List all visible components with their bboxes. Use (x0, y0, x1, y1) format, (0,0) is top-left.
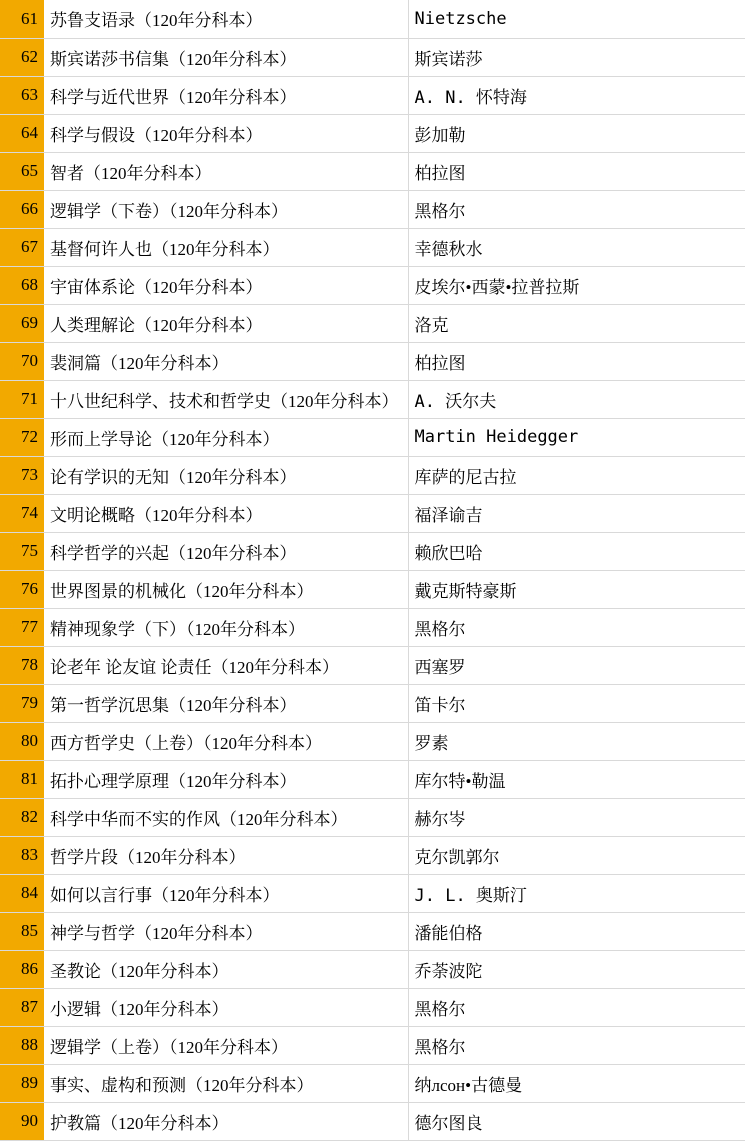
book-author: 幸德秋水 (408, 228, 745, 266)
row-index: 61 (0, 0, 44, 38)
row-index: 89 (0, 1064, 44, 1102)
row-index: 66 (0, 190, 44, 228)
table-row[interactable] (0, 380, 745, 418)
book-author: Martin Heidegger (408, 418, 745, 456)
row-index: 67 (0, 228, 44, 266)
book-author: 笛卡尔 (408, 684, 745, 722)
book-title: 裴洞篇（120年分科本） (44, 342, 408, 380)
book-author: 库萨的尼古拉 (408, 456, 745, 494)
table-row[interactable] (0, 228, 745, 266)
book-title: 苏鲁支语录（120年分科本） (44, 0, 408, 38)
book-title: 神学与哲学（120年分科本） (44, 912, 408, 950)
book-title: 基督何许人也（120年分科本） (44, 228, 408, 266)
table-row[interactable] (0, 760, 745, 798)
row-index: 85 (0, 912, 44, 950)
book-author: 库尔特•勒温 (408, 760, 745, 798)
table-row[interactable] (0, 950, 745, 988)
row-index: 64 (0, 114, 44, 152)
table-row[interactable] (0, 798, 745, 836)
table-row[interactable] (0, 836, 745, 874)
book-title: 科学与假设（120年分科本） (44, 114, 408, 152)
row-index: 86 (0, 950, 44, 988)
book-author: 斯宾诺莎 (408, 38, 745, 76)
book-author: 彭加勒 (408, 114, 745, 152)
book-title: 哲学片段（120年分科本） (44, 836, 408, 874)
table-row[interactable] (0, 266, 745, 304)
book-author: 克尔凯郭尔 (408, 836, 745, 874)
book-title: 第一哲学沉思集（120年分科本） (44, 684, 408, 722)
row-index: 80 (0, 722, 44, 760)
row-index: 81 (0, 760, 44, 798)
book-author: 柏拉图 (408, 342, 745, 380)
row-index: 84 (0, 874, 44, 912)
row-index: 73 (0, 456, 44, 494)
book-title: 逻辑学（上卷）（120年分科本） (44, 1026, 408, 1064)
book-title: 科学中华而不实的作风（120年分科本） (44, 798, 408, 836)
book-title: 形而上学导论（120年分科本） (44, 418, 408, 456)
table-row[interactable] (0, 1064, 745, 1102)
book-author: 纳лсон•古德曼 (408, 1064, 745, 1102)
row-index: 79 (0, 684, 44, 722)
row-index: 83 (0, 836, 44, 874)
row-index: 82 (0, 798, 44, 836)
table-row[interactable] (0, 608, 745, 646)
row-index: 63 (0, 76, 44, 114)
table-row[interactable] (0, 1026, 745, 1064)
table-row[interactable] (0, 494, 745, 532)
table-row[interactable] (0, 456, 745, 494)
table-row[interactable] (0, 190, 745, 228)
book-author: 潘能伯格 (408, 912, 745, 950)
book-title: 圣教论（120年分科本） (44, 950, 408, 988)
row-index: 70 (0, 342, 44, 380)
book-title: 逻辑学（下卷）（120年分科本） (44, 190, 408, 228)
book-title: 智者（120年分科本） (44, 152, 408, 190)
book-author: 柏拉图 (408, 152, 745, 190)
book-author: 西塞罗 (408, 646, 745, 684)
table-row[interactable] (0, 874, 745, 912)
table-row[interactable] (0, 38, 745, 76)
book-author: J. L. 奥斯汀 (408, 874, 745, 912)
row-index: 65 (0, 152, 44, 190)
book-title: 十八世纪科学、技术和哲学史（120年分科本） (44, 380, 408, 418)
row-index: 78 (0, 646, 44, 684)
book-title: 科学与近代世界（120年分科本） (44, 76, 408, 114)
table-row[interactable] (0, 912, 745, 950)
row-index: 72 (0, 418, 44, 456)
book-title: 宇宙体系论（120年分科本） (44, 266, 408, 304)
row-index: 74 (0, 494, 44, 532)
book-title: 拓扑心理学原理（120年分科本） (44, 760, 408, 798)
row-index: 88 (0, 1026, 44, 1064)
table-row[interactable] (0, 722, 745, 760)
row-index: 90 (0, 1102, 44, 1140)
book-title: 小逻辑（120年分科本） (44, 988, 408, 1026)
table-row[interactable] (0, 0, 745, 38)
book-author: A. N. 怀特海 (408, 76, 745, 114)
table-row[interactable] (0, 418, 745, 456)
book-title: 护教篇（120年分科本） (44, 1102, 408, 1140)
book-author: 黑格尔 (408, 988, 745, 1026)
book-title: 斯宾诺莎书信集（120年分科本） (44, 38, 408, 76)
table-row[interactable] (0, 988, 745, 1026)
book-author: 皮埃尔•西蒙•拉普拉斯 (408, 266, 745, 304)
book-title: 论老年 论友谊 论责任（120年分科本） (44, 646, 408, 684)
row-index: 76 (0, 570, 44, 608)
book-author: 黑格尔 (408, 1026, 745, 1064)
book-author: A. 沃尔夫 (408, 380, 745, 418)
book-author: Nietzsche (408, 0, 745, 38)
table-row[interactable] (0, 532, 745, 570)
row-index: 69 (0, 304, 44, 342)
book-title: 西方哲学史（上卷）（120年分科本） (44, 722, 408, 760)
book-title: 科学哲学的兴起（120年分科本） (44, 532, 408, 570)
book-author: 罗素 (408, 722, 745, 760)
book-author: 戴克斯特豪斯 (408, 570, 745, 608)
book-title: 事实、虚构和预测（120年分科本） (44, 1064, 408, 1102)
book-title: 世界图景的机械化（120年分科本） (44, 570, 408, 608)
row-index: 71 (0, 380, 44, 418)
table-row[interactable] (0, 114, 745, 152)
row-index: 75 (0, 532, 44, 570)
book-title: 论有学识的无知（120年分科本） (44, 456, 408, 494)
book-author: 洛克 (408, 304, 745, 342)
book-author: 赖欣巴哈 (408, 532, 745, 570)
table-row[interactable] (0, 152, 745, 190)
book-title: 精神现象学（下）（120年分科本） (44, 608, 408, 646)
book-author: 黑格尔 (408, 190, 745, 228)
row-index: 62 (0, 38, 44, 76)
book-title: 人类理解论（120年分科本） (44, 304, 408, 342)
book-author: 乔荼波陀 (408, 950, 745, 988)
book-author: 黑格尔 (408, 608, 745, 646)
book-author: 福泽谕吉 (408, 494, 745, 532)
book-author: 赫尔岑 (408, 798, 745, 836)
table-row[interactable] (0, 570, 745, 608)
table-row[interactable] (0, 1102, 745, 1140)
table-row[interactable] (0, 76, 745, 114)
book-title: 如何以言行事（120年分科本） (44, 874, 408, 912)
table-row[interactable] (0, 646, 745, 684)
table-row[interactable] (0, 304, 745, 342)
row-index: 87 (0, 988, 44, 1026)
table-row[interactable] (0, 684, 745, 722)
table-row[interactable] (0, 342, 745, 380)
row-index: 77 (0, 608, 44, 646)
row-index: 68 (0, 266, 44, 304)
book-author: 德尔图良 (408, 1102, 745, 1140)
book-title: 文明论概略（120年分科本） (44, 494, 408, 532)
